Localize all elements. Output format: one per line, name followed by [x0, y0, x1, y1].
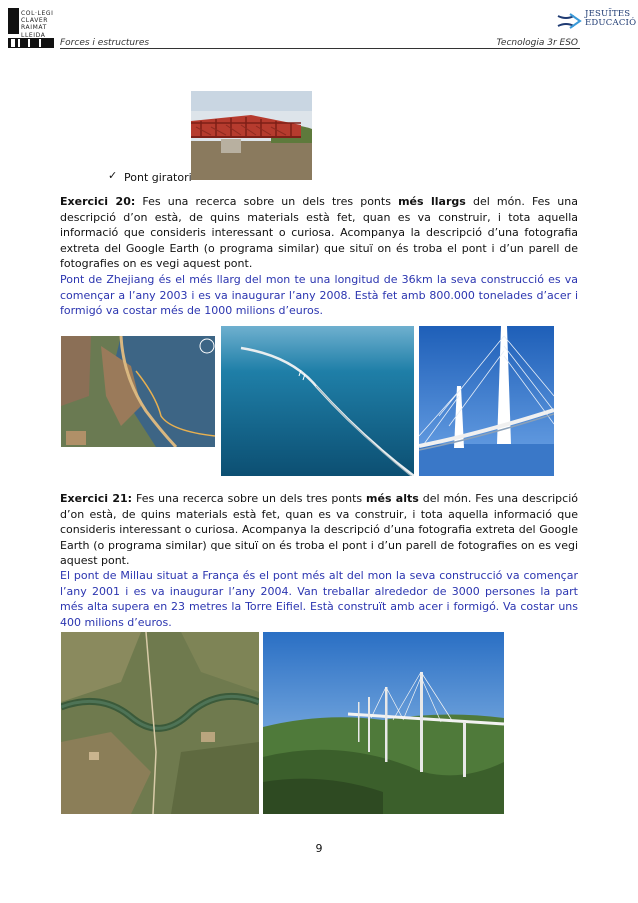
header-subject-title: Tecnologia 3r ESO	[496, 38, 578, 48]
zhejiang-satellite-photo	[61, 336, 215, 447]
header-divider	[60, 48, 580, 49]
millau-satellite-photo	[61, 632, 259, 814]
millau-viaduct-photo	[263, 632, 504, 814]
page-number: 9	[315, 842, 323, 855]
exercise-20-emphasis: més llargs	[398, 195, 466, 208]
jesuites-brand-text: JESUÏTES EDUCACIÓ	[585, 9, 637, 28]
school-logo-text: COL·LEGI CLAVER RAIMAT LLEIDA	[21, 10, 54, 39]
exercise-20-answer: Pont de Zhejiang és el més llarg del mon te una longitud de 36km la seva construcció es va començar a l’any 2003 i es va inaugurar l’any 2008. Està fet amb 800.000 tonelades d’acer i formigó va costar més de 1000 milions d’euros.	[60, 273, 578, 318]
exercise-20-text: Exercici 20: Fes una recerca sobre un dels tres ponts més llargs del món. Fes una descripció d’on està, de quins materials està fet, quan es va construir, i tota aquella informació que consideris interessant o curiosa. Acompanya la descripció d’una fotografia extreta del Google Earth (o programa similar) que situï on és troba el pont i d’un parell de fotografies on es vegi aquest pont.	[60, 195, 578, 271]
header-course-title: Forces i estructures	[60, 38, 150, 48]
zhejiang-bridge-aerial-photo	[221, 326, 414, 476]
bullet-label: Pont giratori	[124, 171, 192, 184]
exercise-21-label: Exercici 21:	[60, 492, 133, 505]
swing-bridge-photo	[191, 91, 312, 180]
exercise-21-answer: El pont de Millau situat a França és el pont més alt del mon la seva construcció va començar l’any 2001 i es va inaugurar l’any 2004. Van treballar alrededor de 3000 persones la part més alta supera en 23 metres la Torre Eifiel. Està construït amb acer i formigó. Va costar uns 400 milions d’euros.	[60, 569, 578, 629]
checkmark-icon: ✓	[108, 169, 118, 182]
exercise-21-text: Exercici 21: Fes una recerca sobre un dels tres ponts més alts del món. Fes una descripció d’on està, de quins materials està fet, quan es va construir, i tota aquella informació que consideris interessant o curiosa. Acompanya la descripció d’una fotografia extreta del Google Earth (o programa similar) que situï on és troba el pont i d’un parell de fotografies on es vegi aquest pont.	[60, 492, 578, 568]
exercise-20-label: Exercici 20:	[60, 195, 136, 208]
exercise-21-emphasis: més alts	[366, 492, 419, 505]
zhejiang-bridge-pylons-photo	[419, 326, 554, 476]
